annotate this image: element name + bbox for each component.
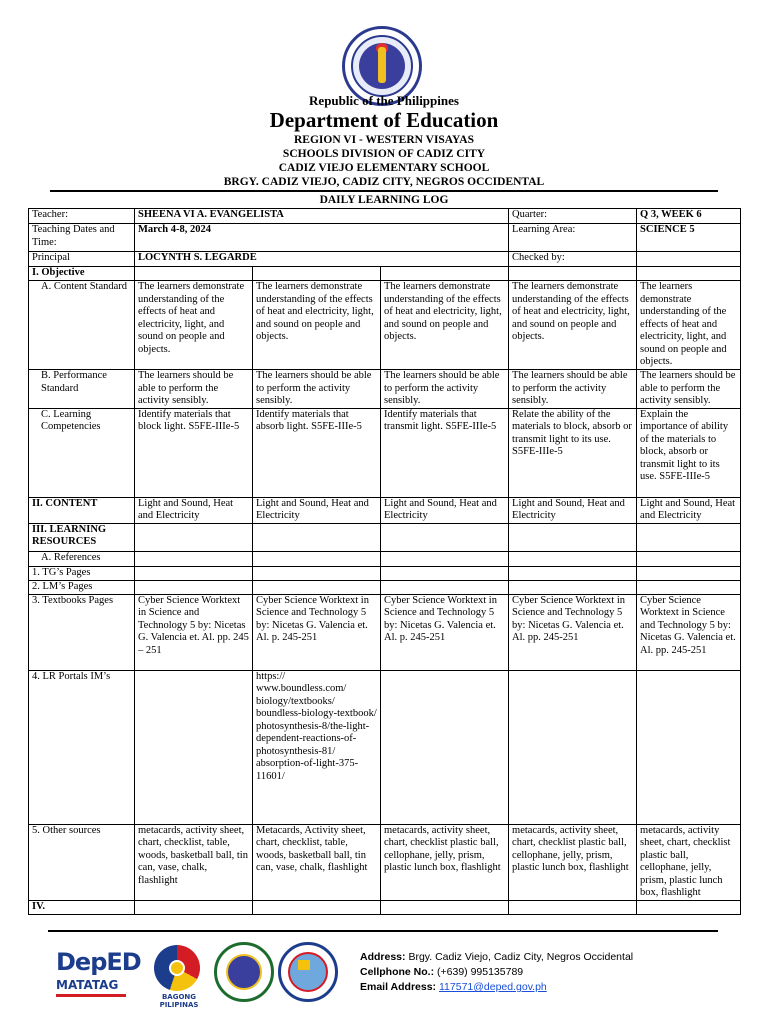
content-cell: Light and Sound, Heat and Electricity [637, 497, 741, 523]
content-standard-cell: The learners demonstrate understanding of the effects of heat and electricity, light, and sound on people and objects. [509, 281, 637, 370]
competencies-cell: Identify materials that transmit light. S5FE-IIIe-5 [381, 408, 509, 497]
deped-logo-text: DepED [56, 948, 141, 976]
iv-label: IV. [29, 900, 135, 914]
other-sources-cell: metacards, activity sheet, chart, checklist plastic ball, cellophane, jelly, prism, plastic lunch box, flashlight [509, 824, 637, 900]
lr-portals-link[interactable]: https:// www.boundless.com/ biology/textbooks/ boundless-biology-textbook/ photosynthesis-8/the-light-dependent-reactions-of-photosynthesis-81/ absorption-of-light-375-11601/ [253, 670, 381, 824]
lr-portals-cell [637, 670, 741, 824]
content-standard-cell: The learners demonstrate understanding of the effects of heat and electricity, light, and sound on people and objects. [135, 281, 253, 370]
quarter-value: Q 3, WEEK 6 [637, 209, 741, 224]
other-sources-label: 5. Other sources [29, 824, 135, 900]
teacher-label: Teacher: [29, 209, 135, 224]
content-row [29, 497, 741, 523]
performance-standard-cell: The learners should be able to perform the activity sensibly. [509, 370, 637, 409]
content-standard-row [29, 281, 741, 370]
division-heading: SCHOOLS DIVISION OF CADIZ CITY [282, 148, 486, 160]
content-standard-cell: The learners demonstrate understanding of the effects of heat and electricity, light, and sound on people and objects. [381, 281, 509, 370]
principal-label: Principal [29, 252, 135, 267]
performance-standard-cell: The learners should be able to perform the activity sensibly. [381, 370, 509, 409]
competencies-row [29, 408, 741, 497]
textbooks-cell: Cyber Science Worktext in Science and Technology 5 by: Nicetas G. Valencia et. Al. pp. 245-251 [637, 594, 741, 670]
area-value: SCIENCE 5 [637, 224, 741, 252]
address-value: Brgy. Cadiz Viejo, Cadiz City, Negros Occidental [408, 951, 634, 963]
objective-label: I. Objective [29, 267, 135, 281]
other-sources-row [29, 824, 741, 900]
lr-portals-cell [135, 670, 253, 824]
competencies-label: C. Learning Competencies [29, 408, 135, 497]
other-sources-cell: metacards, activity sheet, chart, checklist plastic ball, cellophane, jelly, prism, plastic lunch box, flashlight [637, 824, 741, 900]
performance-standard-cell: The learners should be able to perform the activity sensibly. [135, 370, 253, 409]
dates-label: Teaching Dates and Time: [29, 224, 135, 252]
teacher-row [29, 209, 741, 224]
references-label: A. References [29, 551, 135, 566]
address-label: Address: [360, 951, 406, 963]
content-standard-cell: The learners demonstrate understanding of the effects of heat and electricity, light, and sound on people and objects. [637, 281, 741, 370]
content-standard-label: A. Content Standard [29, 281, 135, 370]
textbooks-cell: Cyber Science Worktext in Science and Technology 5 by: Nicetas G. Valencia et. Al. pp. 245 – 251 [135, 594, 253, 670]
school-heading: CADIZ VIEJO ELEMENTARY SCHOOL [278, 162, 490, 174]
textbooks-row [29, 594, 741, 670]
lr-portals-cell [381, 670, 509, 824]
learning-log-table [28, 208, 741, 915]
school-address-heading: BRGY. CADIZ VIEJO, CADIZ CITY, NEGROS OCCIDENTAL [223, 176, 545, 188]
footer-email [360, 981, 547, 993]
lm-row [29, 580, 741, 594]
bagong-pilipinas-logo [144, 945, 210, 1007]
resources-label: III. LEARNING RESOURCES [29, 523, 135, 551]
other-sources-cell: metacards, activity sheet, chart, checklist plastic ball, cellophane, jelly, prism, plastic lunch box, flashlight [381, 824, 509, 900]
textbooks-cell: Cyber Science Worktext in Science and Technology 5 by: Nicetas G. Valencia et. Al. p. 245-251 [381, 594, 509, 670]
objective-row [29, 267, 741, 281]
footer-phone [360, 966, 523, 978]
phone-label: Cellphone No.: [360, 966, 435, 978]
resources-row [29, 523, 741, 551]
other-sources-cell: metacards, activity sheet, chart, checklist, table, woods, basketball ball, tin can, vase, chalk, flashlight [135, 824, 253, 900]
region-heading: REGION VI - WESTERN VISAYAS [293, 134, 475, 146]
matatag-text: MATATAG [56, 978, 119, 992]
republic-heading: Republic of the Philippines [309, 93, 459, 108]
content-standard-cell: The learners demonstrate understanding of the effects of heat and electricity, light, and sound on people and objects. [253, 281, 381, 370]
performance-standard-label: B. Performance Standard [29, 370, 135, 409]
content-cell: Light and Sound, Heat and Electricity [381, 497, 509, 523]
textbooks-cell: Cyber Science Worktext in Science and Technology 5 by: Nicetas G. Valencia et. Al. p. 245-251 [253, 594, 381, 670]
principal-name: LOCYNTH S. LEGARDE [135, 252, 509, 267]
tg-label: 1. TG’s Pages [29, 566, 135, 580]
competencies-cell: Explain the importance of ability of the materials to block, absorb or transmit light to its use. S5FE-IIIe-5 [637, 408, 741, 497]
principal-row [29, 252, 741, 267]
textbooks-label: 3. Textbooks Pages [29, 594, 135, 670]
references-row [29, 551, 741, 566]
content-label: II. CONTENT [29, 497, 135, 523]
checked-value [637, 252, 741, 267]
quarter-label: Quarter: [509, 209, 637, 224]
division-seal-icon [214, 942, 274, 1002]
lm-label: 2. LM’s Pages [29, 580, 135, 594]
iv-row [29, 900, 741, 914]
dates-value: March 4-8, 2024 [135, 224, 509, 252]
footer-address [360, 951, 633, 963]
document-title: DAILY LEARNING LOG [319, 194, 449, 206]
footer-divider [48, 930, 718, 932]
dates-row [29, 224, 741, 252]
area-label: Learning Area: [509, 224, 637, 252]
department-heading: Department of Education [269, 108, 499, 132]
content-cell: Light and Sound, Heat and Electricity [509, 497, 637, 523]
other-sources-cell: Metacards, Activity sheet, chart, checklist, table, woods, basketball ball, tin can, vase, chalk, flashlight [253, 824, 381, 900]
header-divider [50, 190, 718, 192]
school-seal-icon [278, 942, 338, 1002]
deped-matatag-logo [56, 948, 141, 1006]
tg-row [29, 566, 741, 580]
performance-standard-row [29, 370, 741, 409]
content-cell: Light and Sound, Heat and Electricity [253, 497, 381, 523]
performance-standard-cell: The learners should be able to perform the activity sensibly. [637, 370, 741, 409]
checked-label: Checked by: [509, 252, 637, 267]
competencies-cell: Identify materials that absorb light. S5FE-IIIe-5 [253, 408, 381, 497]
email-link[interactable]: 117571@deped.gov.ph [438, 981, 547, 993]
textbooks-cell: Cyber Science Worktext in Science and Technology 5 by: Nicetas G. Valencia et. Al. pp. 245-251 [509, 594, 637, 670]
email-label: Email Address: [360, 981, 437, 993]
performance-standard-cell: The learners should be able to perform the activity sensibly. [253, 370, 381, 409]
lr-portals-row [29, 670, 741, 824]
bagong-pilipinas-text: BAGONG PILIPINAS [159, 993, 199, 1009]
competencies-cell: Relate the ability of the materials to block, absorb or transmit light to its use. S5FE-IIIe-5 [509, 408, 637, 497]
lr-portals-cell [509, 670, 637, 824]
phone-value: (+639) 995135789 [437, 966, 524, 978]
competencies-cell: Identify materials that block light. S5FE-IIIe-5 [135, 408, 253, 497]
teacher-name: SHEENA VI A. EVANGELISTA [135, 209, 509, 224]
lr-portals-label: 4. LR Portals IM’s [29, 670, 135, 824]
content-cell: Light and Sound, Heat and Electricity [135, 497, 253, 523]
